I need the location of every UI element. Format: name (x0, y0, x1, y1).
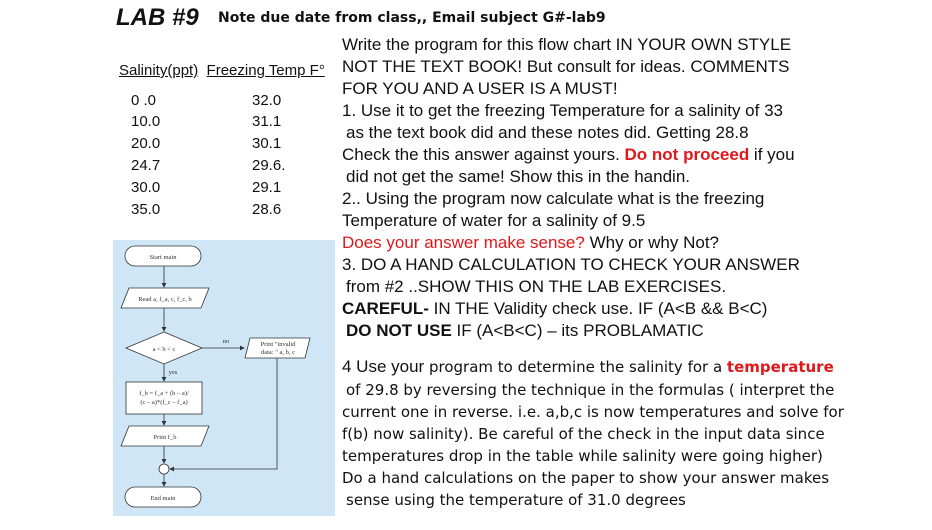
condition-label: a < b < c (152, 346, 176, 353)
freezing-temp-header: Freezing Temp F° (206, 62, 325, 79)
temp-cell: 32.0 (252, 92, 282, 109)
instruction-line: 2.. Using the program now calculate what is the freezing (342, 189, 765, 208)
temp-cell: 30.1 (252, 135, 282, 152)
temp-cell: 29.6. (252, 157, 286, 174)
flowchart (113, 240, 335, 516)
temp-cell: 29.1 (252, 179, 282, 196)
table-header (119, 62, 325, 79)
instruction-line: as the text book did and these notes did. Getting 28.8 (346, 123, 749, 142)
instruction-line: f(b) now salinity). Be careful of the check in the input data since (342, 425, 825, 443)
instruction-line: current one in reverse. i.e. a,b,c is now temperatures and solve for (342, 403, 844, 421)
formula-line1: f_b = f_a + (b – a)/ (139, 390, 189, 397)
sense-question: Does your answer make sense? (342, 233, 585, 252)
instruction-text: IN THE Validity check use. IF (A<B && B<C) (428, 299, 768, 318)
part4-instructions (342, 356, 844, 511)
instruction-line: Do a hand calculations on the paper to show your answer makes (342, 469, 830, 487)
invalid-label-line2: data: " a, b, c (260, 349, 296, 356)
instruction-line: of 29.8 by reversing the technique in the formulas ( interpret the (346, 381, 835, 399)
connector-node (159, 464, 169, 474)
read-label: Read a, f_a, c, f_c, b (138, 296, 192, 303)
temperature-highlight: temperature (726, 358, 834, 376)
salinity-header: Salinity(ppt) (119, 62, 199, 79)
instruction-text: if you (749, 145, 795, 164)
instruction-text: program to determine the salinity for a (424, 358, 727, 376)
instruction-line: temperatures drop in the table while salinity were going higher) (342, 447, 823, 465)
print-label: Print f_b (153, 434, 177, 441)
yes-label: yes (168, 369, 178, 376)
instruction-line: did not get the same! Show this in the handin. (346, 167, 691, 186)
salinity-cell: 0 .0 (131, 92, 157, 109)
invalid-label-line1: Print "invalid (260, 341, 296, 348)
instruction-line: Write the program for this flow chart IN YOUR OWN STYLE (342, 35, 792, 54)
flowchart-diagram (113, 240, 335, 516)
salinity-cell: 35.0 (131, 201, 161, 218)
do-not-use-label: DO NOT USE (346, 321, 452, 340)
instruction-line: NOT THE TEXT BOOK! But consult for ideas. COMMENTS (342, 57, 790, 76)
instruction-text: IF (A<B<C) – its PROBLAMATIC (451, 321, 704, 340)
instruction-line (342, 232, 800, 254)
start-label: Start main (149, 254, 177, 261)
instruction-line: Temperature of water for a salinity of 9.5 (342, 211, 646, 230)
salinity-cell: 10.0 (131, 113, 161, 130)
formula-box (126, 382, 202, 414)
instruction-text: 4 Use your (342, 357, 425, 376)
instruction-text: Check the this answer against yours. (342, 145, 625, 164)
instruction-line: from #2 ..SHOW THIS ON THE LAB EXERCISES. (346, 277, 727, 296)
temp-cell: 31.1 (252, 113, 282, 130)
lab-title: LAB #9 (116, 4, 199, 31)
end-label: End main (150, 495, 176, 502)
do-not-proceed-warning: Do not proceed (624, 145, 750, 164)
instruction-line: 3. DO A HAND CALCULATION TO CHECK YOUR ANSWER (342, 255, 800, 274)
instruction-line: sense using the temperature of 31.0 degrees (346, 491, 686, 509)
instruction-line (342, 320, 800, 342)
instructions (342, 34, 800, 342)
salinity-cell: 24.7 (131, 157, 161, 174)
formula-line2: (c – a)*(f_c – f_a) (140, 399, 188, 406)
instruction-line: 1. Use it to get the freezing Temperature for a salinity of 33 (342, 101, 783, 120)
instruction-line (342, 144, 800, 166)
careful-label: CAREFUL- (342, 299, 429, 318)
instruction-line (342, 298, 800, 320)
salinity-cell: 30.0 (131, 179, 161, 196)
instruction-line: FOR YOU AND A USER IS A MUST! (342, 79, 618, 98)
instruction-text: Why or why Not? (584, 233, 719, 252)
instruction-line (342, 356, 844, 379)
no-label: no (222, 338, 230, 345)
lab-subtitle: Note due date from class,, Email subject G#-lab9 (218, 10, 606, 26)
salinity-cell: 20.0 (131, 135, 161, 152)
temp-cell: 28.6 (252, 201, 282, 218)
